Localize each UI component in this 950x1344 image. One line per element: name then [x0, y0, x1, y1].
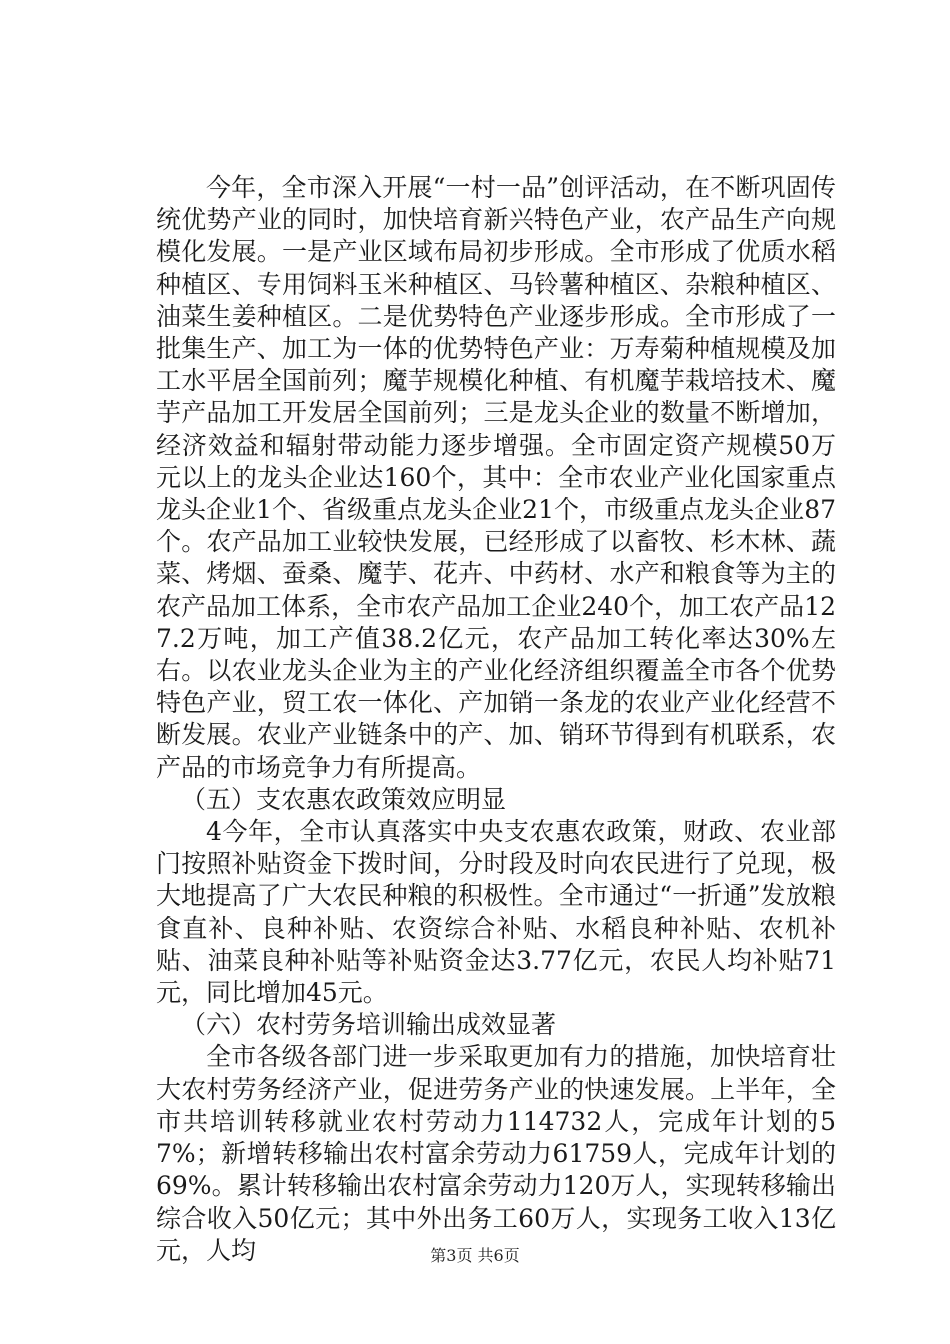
document-body [156, 172, 836, 1267]
paragraph-subsidy: 4今年，全市认真落实中央支农惠农政策，财政、农业部门按照补贴资金下拨时间，分时段及时向农民进行了兑现，极大地提高了广大农民种粮的积极性。全市通过“一折通”发放粮食直补、良种补贴、农资综合补贴、水稻良种补贴、农机补贴、油菜良种补贴等补贴资金达3.77亿元，农民人均补贴71元，同比增加45元。 [156, 817, 836, 1008]
paragraph-labor: 全市各级各部门进一步采取更加有力的措施，加快培育壮大农村劳务经济产业，促进劳务产业的快速发展。上半年，全市共培训转移就业农村劳动力114732人，完成年计划的57%；新增转移输出农村富余劳动力61759人，完成年计划的69%。累计转移输出农村富余劳动力120万人，实现转移输出综合收入50亿元；其中外出务工60万人，实现务工收入13亿元，人均 [156, 1042, 836, 1265]
section-heading-five: （五）支农惠农政策效应明显 [181, 784, 507, 814]
section-heading-six: （六）农村劳务培训输出成效显著 [181, 1010, 557, 1040]
paragraph-industry: 今年，全市深入开展“一村一品”创评活动，在不断巩固传统优势产业的同时，加快培育新兴特色产业，农产品生产向规模化发展。一是产业区域布局初步形成。全市形成了优质水稻种植区、专用饲料玉米种植区、马铃薯种植区、杂粮种植区、油菜生姜种植区。二是优势特色产业逐步形成。全市形成了一批集生产、加工为一体的优势特色产业：万寿菊种植规模及加工水平居全国前列；魔芋规模化种植、有机魔芋栽培技术、魔芋产品加工开发居全国前列；三是龙头企业的数量不断增加，经济效益和辐射带动能力逐步增强。全市固定资产规模50万元以上的龙头企业达160个，其中：全市农业产业化国家重点龙头企业1个、省级重点龙头企业21个，市级重点龙头企业87个。农产品加工业较快发展，已经形成了以畜牧、杉木林、蔬菜、烤烟、蚕桑、魔芋、花卉、中药材、水产和粮食等为主的农产品加工体系，全市农产品加工企业240个，加工农产品127.2万吨，加工产值38.2亿元，农产品加工转化率达30%左右。以农业龙头企业为主的产业化经济组织覆盖全市各个优势特色产业，贸工农一体化、产加销一条龙的农业产业化经营不断发展。农业产业链条中的产、加、销环节得到有机联系，农产品的市场竞争力有所提高。 [156, 173, 836, 782]
page-number-footer: 第3页 共6页 [430, 1246, 520, 1265]
